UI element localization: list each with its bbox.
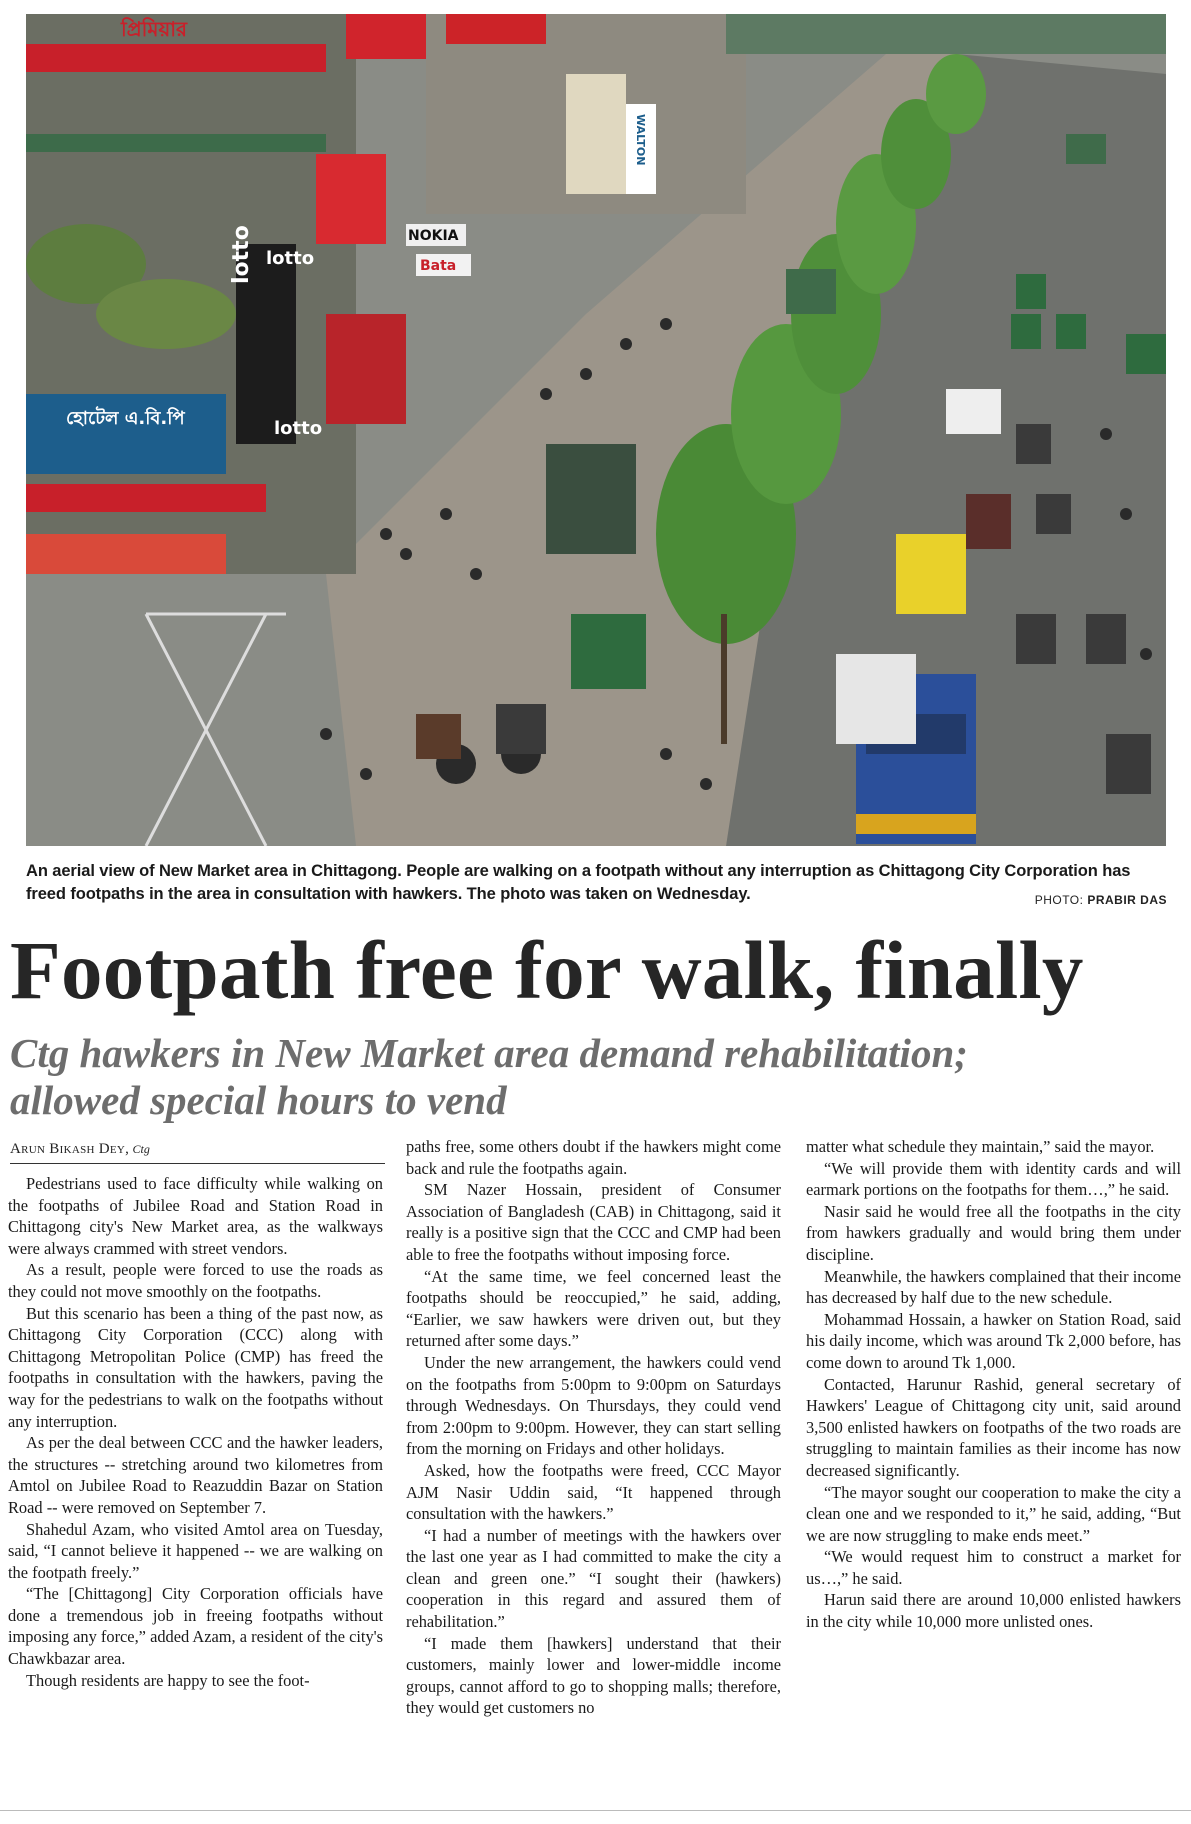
paragraph: As a result, people were forced to use the roads as they could not move smoothly on the footpaths.	[8, 1260, 383, 1301]
sign-nokia: NOKIA	[408, 228, 459, 244]
byline-location: Ctg	[132, 1142, 150, 1156]
paragraph: Though residents are happy to see the foot-	[26, 1670, 310, 1690]
sign-walton: WALTON	[634, 114, 647, 166]
paragraph: “At the same time, we feel concerned least the footpaths should be reoccupied,” he said, adding, “Earlier, we saw hawkers were driven out, but they returned after some days.”	[406, 1266, 781, 1351]
paragraph: Under the new arrangement, the hawkers could vend on the footpaths from 5:00pm to 9:00pm on Saturdays through Wednesdays. On Thursdays, they could vend from 2:00pm to 9:00pm. However, they can start selling from the morning on Fridays and other holidays.	[406, 1352, 781, 1459]
news-photo	[26, 14, 1166, 846]
sign-lotto-2: lotto	[266, 248, 315, 269]
paragraph: Asked, how the footpaths were freed, CCC Mayor AJM Nasir Uddin said, “It happened through consultation with the hawkers.”	[406, 1460, 781, 1524]
paragraph: SM Nazer Hossain, president of Consumer Association of Bangladesh (CAB) in Chittagong, said it really is a positive sign that the CCC and CMP had been able to free the footpaths without imposing force.	[406, 1180, 781, 1264]
paragraph: Harun said there are around 10,000 enlisted hawkers in the city while 10,000 more unlisted ones.	[806, 1590, 1181, 1632]
paragraph: “The [Chittagong] City Corporation officials have done a tremendous job in freeing footpaths without imposing any force,” added Azam, a resident of the city's Chawkbazar area.	[8, 1584, 383, 1669]
article-column-2	[406, 1136, 781, 1719]
paragraph: “I made them [hawkers] understand that their customers, mainly lower and lower-middle income groups, cannot afford to go to shopping malls; therefore, they would get customers no	[406, 1633, 781, 1718]
photo-credit-label: PHOTO:	[1034, 893, 1084, 907]
sign-lotto-1: lotto	[229, 225, 254, 284]
byline-author: Arun Bikash Dey,	[10, 1141, 130, 1157]
paragraph: “We will provide them with identity cards and will earmark portions on the footpaths for them…,” he said.	[806, 1158, 1181, 1200]
paragraph: Contacted, Harunur Rashid, general secretary of Hawkers' League of Chittagong city unit, said around 3,500 enlisted hawkers on footpaths of the two roads are struggling to maintain families as their income has now decreased significantly.	[806, 1374, 1181, 1480]
photo-caption: An aerial view of New Market area in Chittagong. People are walking on a footpath without any interruption as Chittagong City Corporation has freed footpaths in the area in consultation with hawkers. The photo was taken on Wednesday.	[26, 862, 1131, 903]
article-column-1	[8, 1173, 383, 1691]
paragraph: Nasir said he would free all the footpaths in the city from hawkers gradually and would bring them under discipline.	[806, 1201, 1181, 1264]
street-scene-illustration	[26, 14, 1166, 846]
paragraph: Mohammad Hossain, a hawker on Station Road, said his daily income, which was around Tk 2,000 before, has come down to around Tk 1,000.	[806, 1309, 1181, 1372]
page-bottom-rule	[0, 1810, 1191, 1811]
paragraph: As per the deal between CCC and the hawker leaders, the structures -- stretching around two kilometres from Amtol on Jubilee Road to Reazuddin Bazar on Station Road -- were removed on September 7.	[8, 1433, 383, 1517]
paragraph: But this scenario has been a thing of the past now, as Chittagong City Corporation (CCC) along with Chittagong Metropolitan Police (CMP) has freed the footpaths in consultation with the hawkers, paving the way for the pedestrians to walk on the footpaths without any interruption.	[8, 1303, 383, 1431]
paragraph-continued: paths free, some others doubt if the hawkers might come back and rule the footpaths again.	[406, 1137, 781, 1178]
headline: Footpath free for walk, finally	[10, 924, 1084, 1016]
byline	[10, 1141, 385, 1164]
paragraph-continued: matter what schedule they maintain,” said the mayor.	[806, 1137, 1155, 1156]
paragraph: Shahedul Azam, who visited Amtol area on Tuesday, said, “I cannot believe it happened -- we are walking on the footpath freely.”	[8, 1519, 383, 1582]
article-column-3	[806, 1136, 1181, 1633]
sign-lotto-3: lotto	[274, 418, 323, 439]
sign-hotel: হোটেল এ.বি.পি	[66, 408, 185, 429]
sign-bata: Bata	[420, 258, 457, 274]
sign-premier: প্রিমিয়ার	[121, 17, 188, 41]
paragraph: “I had a number of meetings with the hawkers over the last one year as I had committed to make the city a clean and green one.” “I sought their (hawkers) cooperation in this regard and assured them of rehabilitation.”	[406, 1525, 781, 1632]
paragraph: “We would request him to construct a market for us…,” he said.	[806, 1547, 1181, 1588]
paragraph: Pedestrians used to face difficulty while walking on the footpaths of Jubilee Road and Station Road in Chittagong city's New Market area, as the walkways were always crammed with street vendors.	[8, 1174, 383, 1258]
subheadline: Ctg hawkers in New Market area demand rehabilitation; allowed special hours to vend	[10, 1030, 968, 1123]
photo-credit	[1035, 893, 1167, 907]
paragraph: Meanwhile, the hawkers complained that their income has decreased by half due to the new schedule.	[806, 1266, 1181, 1308]
photo-credit-name: PRABIR DAS	[1087, 893, 1167, 907]
paragraph: “The mayor sought our cooperation to make the city a clean one and we responded to it,” he said, adding, “But we are now struggling to make ends meet.”	[806, 1482, 1181, 1545]
